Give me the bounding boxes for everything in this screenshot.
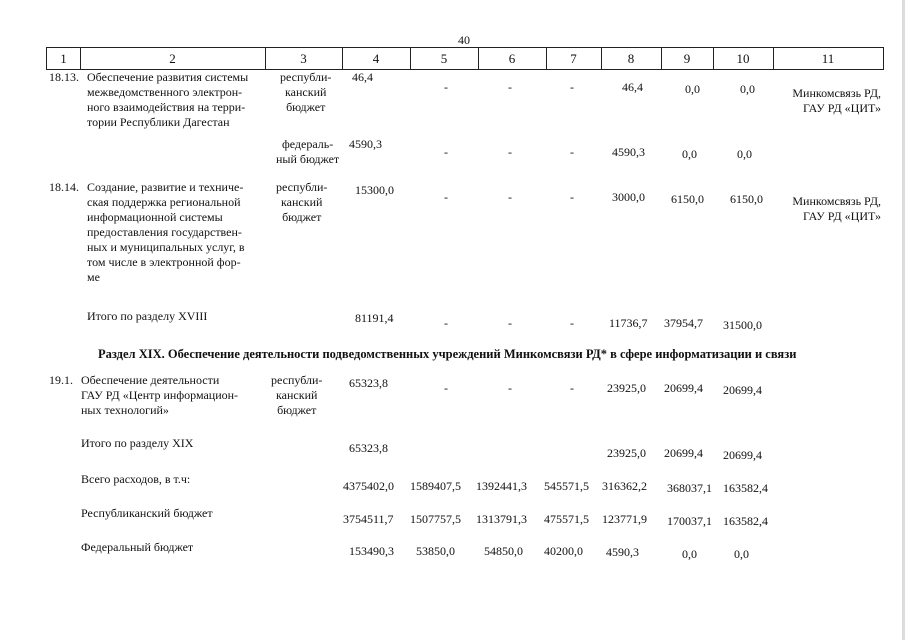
value-cell: -	[444, 190, 448, 204]
value-cell: 0,0	[682, 147, 697, 161]
row-number: 18.14.	[49, 180, 79, 194]
republican-budget-value: 475571,5	[544, 512, 589, 526]
col-header-2: 2	[169, 51, 176, 66]
page-number: 40	[458, 33, 470, 47]
value-cell: 46,4	[622, 80, 643, 94]
value-cell: -	[570, 190, 574, 204]
value-cell: 23925,0	[607, 381, 646, 395]
grand-total-value: 316362,2	[602, 479, 647, 493]
total-value: 31500,0	[723, 318, 762, 332]
grand-total-value: 163582,4	[723, 481, 768, 495]
value-cell: 15300,0	[355, 183, 394, 197]
col-header-8: 8	[627, 51, 635, 66]
grand-total-label: Всего расходов, в т.ч:	[81, 472, 191, 486]
row-number: 18.13.	[49, 70, 79, 84]
value-cell: -	[508, 190, 512, 204]
grand-total-value: 1589407,5	[410, 479, 461, 493]
value-cell: -	[444, 80, 448, 94]
col-header-3: 3	[300, 51, 307, 66]
federal-budget-value: 40200,0	[544, 544, 583, 558]
value-cell: 0,0	[685, 82, 700, 96]
responsible-party: Минкомсвязь РД, ГАУ РД «ЦИТ»	[792, 86, 881, 115]
total-value: 81191,4	[355, 311, 394, 325]
total-value: 20699,4	[723, 448, 762, 462]
col-header-4: 4	[372, 51, 380, 66]
funding-source: республи- канский бюджет	[271, 373, 323, 417]
col-header-7: 7	[570, 51, 577, 66]
row-number: 19.1.	[49, 373, 73, 387]
republican-budget-value: 1507757,5	[410, 512, 461, 526]
col-header-5: 5	[440, 51, 448, 66]
total-value: 65323,8	[349, 441, 388, 455]
republican-budget-value: 3754511,7	[343, 512, 394, 526]
value-cell: -	[444, 381, 448, 395]
federal-budget-value: 53850,0	[416, 544, 455, 558]
responsible-party: Минкомсвязь РД, ГАУ РД «ЦИТ»	[792, 194, 881, 223]
total-value: -	[570, 316, 574, 330]
value-cell: 6150,0	[730, 192, 763, 206]
grand-total-value: 545571,5	[544, 479, 589, 493]
value-cell: 4590,3	[349, 137, 382, 151]
republican-budget-value: 170037,1	[667, 514, 712, 528]
grand-total-value: 368037,1	[667, 481, 712, 495]
republican-budget-value: 123771,9	[602, 512, 647, 526]
row-description: Обеспечение деятельности ГАУ РД «Центр информацион- ных технологий»	[81, 373, 239, 417]
col-header-9: 9	[683, 51, 691, 66]
federal-budget-label: Федеральный бюджет	[81, 540, 194, 554]
col-header-6: 6	[508, 51, 516, 66]
total-value: 37954,7	[664, 316, 703, 330]
value-cell: -	[508, 381, 512, 395]
value-cell: -	[444, 145, 448, 159]
section-heading: Раздел XIX. Обеспечение деятельности подведомственных учреждений Минкомсвязи РД* в сфере информатизации и связи	[98, 347, 797, 361]
col-header-10: 10	[736, 51, 750, 66]
value-cell: 3000,0	[612, 190, 645, 204]
value-cell: -	[508, 145, 512, 159]
federal-budget-value: 54850,0	[484, 544, 523, 558]
value-cell: -	[570, 145, 574, 159]
total-label: Итого по разделу XIX	[81, 436, 194, 450]
row-description: Обеспечение развития системы межведомственного электрон- ного взаимодействия на терри- тории Республики Дагестан	[87, 70, 249, 129]
funding-source: республи- канский бюджет	[280, 70, 332, 114]
value-cell: -	[570, 381, 574, 395]
republican-budget-value: 1313791,3	[476, 512, 527, 526]
value-cell: 0,0	[737, 147, 752, 161]
republican-budget-value: 163582,4	[723, 514, 768, 528]
value-cell: 6150,0	[671, 192, 704, 206]
value-cell: -	[570, 80, 574, 94]
total-value: -	[508, 316, 512, 330]
col-header-11: 11	[821, 51, 835, 66]
value-cell: -	[508, 80, 512, 94]
federal-budget-value: 0,0	[734, 547, 749, 561]
value-cell: 65323,8	[349, 376, 388, 390]
value-cell: 20699,4	[664, 381, 703, 395]
table-header	[46, 47, 884, 70]
total-value: 11736,7	[609, 316, 648, 330]
federal-budget-value: 4590,3	[606, 545, 639, 559]
value-cell: 4590,3	[612, 145, 645, 159]
row-description: Создание, развитие и техниче- ская поддержка региональной информационной системы предоставления государствен- ных и муниципальных услуг, в том числе в электронной фор- ме	[87, 180, 245, 284]
total-value: 20699,4	[664, 446, 703, 460]
republican-budget-label: Республиканский бюджет	[81, 506, 213, 520]
funding-source: республи- канский бюджет	[276, 180, 328, 224]
total-value: 23925,0	[607, 446, 646, 460]
total-value: -	[444, 316, 448, 330]
value-cell: 0,0	[740, 82, 755, 96]
col-header-1: 1	[60, 51, 67, 66]
grand-total-value: 1392441,3	[476, 479, 527, 493]
funding-source: федераль- ный бюджет	[276, 137, 340, 166]
grand-total-value: 4375402,0	[343, 479, 394, 493]
federal-budget-value: 153490,3	[349, 544, 394, 558]
federal-budget-value: 0,0	[682, 547, 697, 561]
total-label: Итого по разделу XVIII	[87, 309, 208, 323]
value-cell: 20699,4	[723, 383, 762, 397]
value-cell: 46,4	[352, 70, 373, 84]
